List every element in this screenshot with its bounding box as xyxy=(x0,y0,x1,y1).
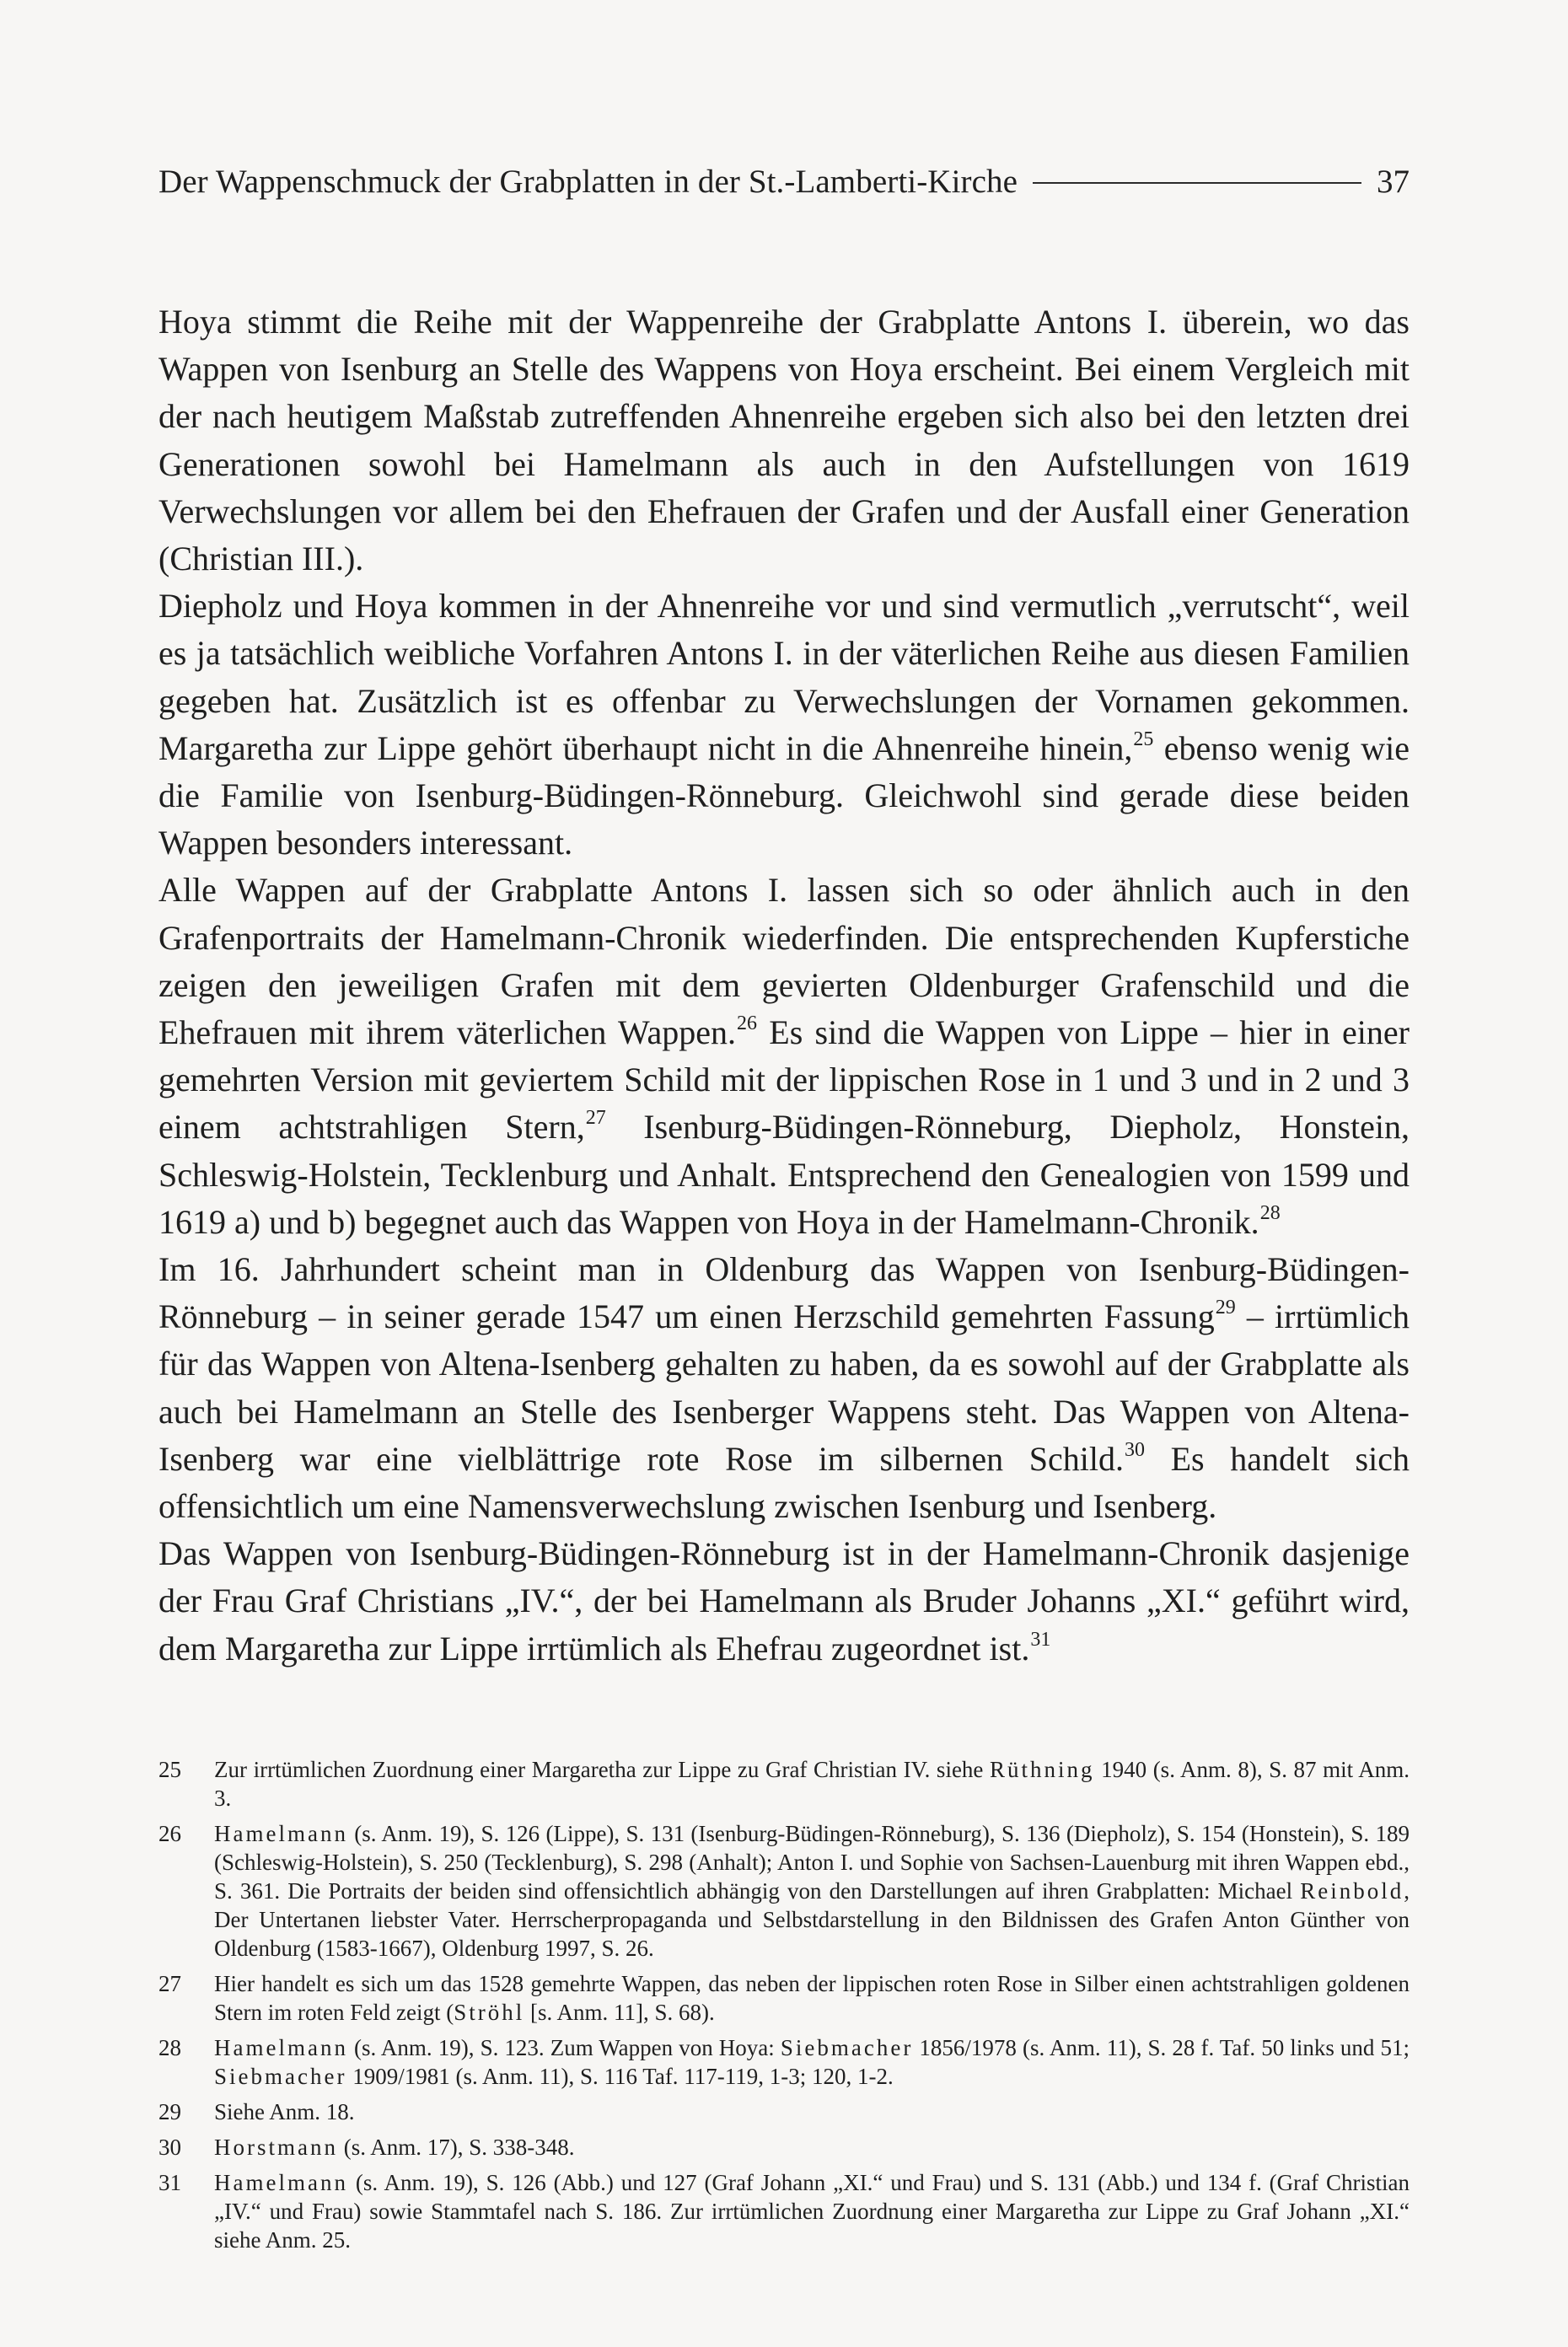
body-paragraph xyxy=(158,1530,1410,1673)
footnote xyxy=(158,2033,1410,2091)
footnote-text-run: 1940 (s. Anm. 8), S. 87 mit Anm. 3. xyxy=(214,1756,1410,1811)
main-text xyxy=(158,298,1410,1673)
author-name: Hamelmann xyxy=(214,2034,348,2060)
author-name: Siebmacher xyxy=(780,2034,914,2060)
body-text-run: – irrtümlich für das Wappen von Altena-Isenberg gehalten zu haben, da es sowohl auf der Grabplatte als auch bei Hamelmann an Stelle des Isenberger Wappens steht. Das Wappen von Altena-Isenberg war eine vielblättrige rote Rose im silbernen Schild. xyxy=(158,1297,1410,1478)
footnote-reference: 25 xyxy=(1133,728,1154,750)
footnote-text-run: (s. Anm. 19), S. 126 (Lippe), S. 131 (Isenburg-Büdingen-Rönneburg), S. 136 (Diepholz), S. 154 (Honstein), S. 189 (Schleswig-Holstein), S. 250 (Tecklenburg), S. 298 (Anhalt); Anton I. und Sophie von Sachsen-Lauenburg mit ihren Wappen ebd., S. 361. Die Portraits der beiden sind offensichtlich abhängig von den Darstellungen auf ihren Grabplatten: Michael xyxy=(214,1820,1410,1904)
body-text-run: Das Wappen von Isenburg-Büdingen-Rönneburg ist in der Hamelmann-Chronik dasjenige der Frau Graf Christians „IV.“, der bei Hamelmann als Bruder Johanns „XI.“ geführt wird, dem Margaretha zur Lippe irrtümlich als Ehefrau zugeordnet ist. xyxy=(158,1534,1410,1668)
footnote-text-run: Siehe Anm. 18. xyxy=(214,2098,355,2124)
body-text-run: ebenso wenig wie die Familie von Isenburg-Büdingen-Rönneburg. Gleichwohl sind gerade diese beiden Wappen besonders interessant. xyxy=(158,728,1410,862)
running-header xyxy=(158,160,1410,204)
footnote-text-run: 1856/1978 (s. Anm. 11), S. 28 f. Taf. 50 links und 51; xyxy=(913,2034,1410,2060)
footnote-reference: 28 xyxy=(1259,1201,1281,1224)
body-text-run: Hoya stimmt die Reihe mit der Wappenreihe der Grabplatte Antons I. überein, wo das Wappen von Isenburg an Stelle des Wappens von Hoya erscheint. Bei einem Vergleich mit der nach heutigem Maßstab zutreffenden Ahnenreihe ergeben sich also bei den letzten drei Generationen sowohl bei Hamelmann als auch in den Aufstellungen von 1619 Verwechslungen vor allem bei den Ehefrauen der Grafen und der Ausfall einer Generation (Christian III.). xyxy=(158,303,1410,578)
footnote-number: 28 xyxy=(158,2034,181,2060)
footnote-text xyxy=(214,2033,1410,2091)
page xyxy=(158,160,1410,2261)
footnote-reference: 29 xyxy=(1215,1297,1236,1319)
footnote-text xyxy=(214,2168,1410,2254)
footnote xyxy=(158,1819,1410,1963)
author-name: Reinbold xyxy=(1300,1877,1404,1904)
author-name: Hamelmann xyxy=(214,2169,348,2195)
footnote-number: 27 xyxy=(158,1970,181,1996)
footnote-number: 29 xyxy=(158,2098,181,2124)
body-paragraph xyxy=(158,583,1410,867)
footnote xyxy=(158,1755,1410,1813)
body-text-run: Isenburg-Büdingen-Rönneburg, Diepholz, Honstein, Schleswig-Holstein, Tecklenburg und Anhalt. Entsprechend den Genealogien von 1599 und 1619 a) und b) begegnet auch das Wappen von Hoya in der Hamelmann-Chronik. xyxy=(158,1108,1410,1241)
body-text-run: Im 16. Jahrhundert scheint man in Oldenburg das Wappen von Isenburg-Büdingen-Rönneburg – in seiner gerade 1547 um einen Herzschild gemehrten Fassung xyxy=(158,1250,1410,1336)
page-number: 37 xyxy=(1377,164,1410,200)
footnote xyxy=(158,2168,1410,2254)
footnote-number: 26 xyxy=(158,1820,181,1846)
author-name: Hamelmann xyxy=(214,1820,348,1846)
footnote xyxy=(158,2133,1410,2162)
author-name: Horstmann xyxy=(214,2134,338,2160)
footnote-text-run: (s. Anm. 19), S. 126 (Abb.) und 127 (Graf Johann „XI.“ und Frau) und S. 131 (Abb.) und 134 f. (Graf Christian „IV.“ und Frau) sowie Stammtafel nach S. 186. Zur irrtümlichen Zuordnung einer Margaretha zur Lippe zu Graf Johann „XI.“ siehe Anm. 25. xyxy=(214,2169,1410,2253)
body-paragraph xyxy=(158,867,1410,1246)
footnote-number: 30 xyxy=(158,2134,181,2160)
footnote xyxy=(158,2097,1410,2126)
footnote-text-run: [s. Anm. 11], S. 68). xyxy=(524,1999,715,2025)
body-text-run: Es handelt sich offensichtlich um eine Namensverwechslung zwischen Isenburg und Isenberg. xyxy=(158,1439,1410,1526)
body-paragraph xyxy=(158,298,1410,583)
footnote-text xyxy=(214,2133,1410,2162)
footnote-text-run: 1909/1981 (s. Anm. 11), S. 116 Taf. 117-119, 1-3; 120, 1-2. xyxy=(346,2063,894,2089)
footnote-text-run: Hier handelt es sich um das 1528 gemehrte Wappen, das neben der lippischen roten Rose in Silber einen achtstrahligen goldenen Stern im roten Feld zeigt ( xyxy=(214,1970,1410,2025)
body-paragraph xyxy=(158,1246,1410,1530)
footnote-reference: 27 xyxy=(585,1107,606,1130)
footnote-text xyxy=(214,1969,1410,2027)
body-text-run: Diepholz und Hoya kommen in der Ahnenreihe vor und sind vermutlich „verrutscht“, weil es ja tatsächlich weibliche Vorfahren Antons I. in der väterlichen Reihe aus diesen Familien gegeben hat. Zusätzlich ist es offenbar zu Verwechslungen der Vornamen gekommen. Margaretha zur Lippe gehört überhaupt nicht in die Ahnenreihe hinein, xyxy=(158,587,1410,767)
author-name: Ströhl xyxy=(454,1999,525,2025)
header-rule xyxy=(1033,182,1361,184)
footnotes xyxy=(158,1755,1410,2254)
footnote-text xyxy=(214,1755,1410,1813)
body-text-run: Alle Wappen auf der Grabplatte Antons I. lassen sich so oder ähnlich auch in den Grafenportraits der Hamelmann-Chronik wiederfinden. Die entsprechenden Kupferstiche zeigen den jeweiligen Grafen mit dem gevierten Oldenburger Grafenschild und die Ehefrauen mit ihrem väterlichen Wappen. xyxy=(158,871,1410,1052)
footnote-text xyxy=(214,2097,1410,2126)
footnote-reference: 26 xyxy=(737,1012,758,1035)
running-title: Der Wappenschmuck der Grabplatten in der St.-Lamberti-Kirche xyxy=(158,164,1018,200)
footnote-text xyxy=(214,1819,1410,1963)
footnote-text-run: , Der Untertanen liebster Vater. Herrscherpropaganda und Selbstdarstellung in den Bildnissen des Grafen Anton Günther von Oldenburg (1583-1667), Oldenburg 1997, S. 26. xyxy=(214,1877,1410,1961)
author-name: Rüthning xyxy=(990,1756,1095,1782)
footnote-reference: 30 xyxy=(1124,1438,1145,1461)
body-text-run: Es sind die Wappen von Lippe – hier in einer gemehrten Version mit geviertem Schild mit der lippischen Rose in 1 und 3 und in 2 und 3 einem achtstrahligen Stern, xyxy=(158,1013,1410,1147)
footnote-reference: 31 xyxy=(1030,1628,1051,1651)
footnote-text-run: Zur irrtümlichen Zuordnung einer Margaretha zur Lippe zu Graf Christian IV. siehe xyxy=(214,1756,990,1782)
author-name: Siebmacher xyxy=(214,2063,347,2089)
footnote-number: 25 xyxy=(158,1756,181,1782)
footnote xyxy=(158,1969,1410,2027)
footnote-text-run: (s. Anm. 17), S. 338-348. xyxy=(337,2134,575,2160)
footnote-number: 31 xyxy=(158,2169,181,2195)
footnote-text-run: (s. Anm. 19), S. 123. Zum Wappen von Hoya: xyxy=(347,2034,781,2060)
